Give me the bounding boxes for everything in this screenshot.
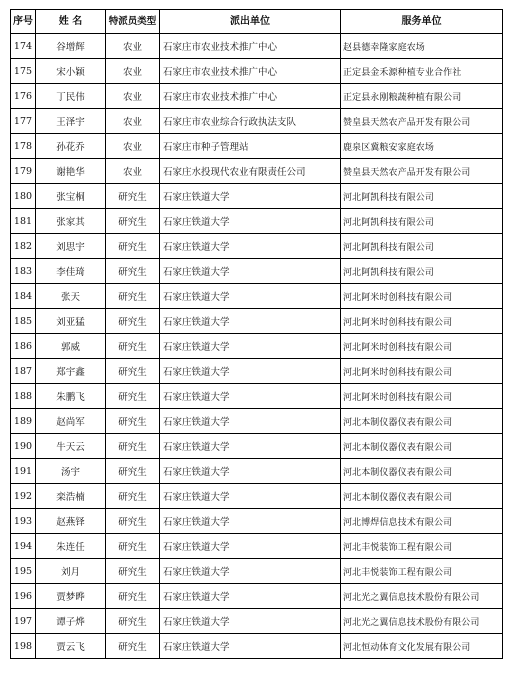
cell-service-unit: 正定县金禾源种植专业合作社 <box>341 59 503 84</box>
cell-commissioner-type: 研究生 <box>106 259 160 284</box>
cell-serial-number: 192 <box>11 484 36 509</box>
cell-dispatch-unit: 石家庄铁道大学 <box>160 534 341 559</box>
table-row <box>11 109 503 134</box>
table-row <box>11 34 503 59</box>
cell-serial-number: 174 <box>11 34 36 59</box>
cell-commissioner-type: 研究生 <box>106 584 160 609</box>
cell-service-unit: 河北本制仪器仪表有限公司 <box>341 434 503 459</box>
cell-dispatch-unit: 石家庄市农业技术推广中心 <box>160 59 341 84</box>
cell-service-unit: 河北阿米时创科技有限公司 <box>341 384 503 409</box>
table-header <box>11 10 503 34</box>
header-row <box>11 10 503 34</box>
cell-name: 张家其 <box>36 209 106 234</box>
cell-dispatch-unit: 石家庄铁道大学 <box>160 634 341 659</box>
cell-service-unit: 河北恒动体育文化发展有限公司 <box>341 634 503 659</box>
cell-service-unit: 鹿泉区冀粮安家庭农场 <box>341 134 503 159</box>
table-body <box>11 34 503 659</box>
cell-name: 刘月 <box>36 559 106 584</box>
cell-dispatch-unit: 石家庄铁道大学 <box>160 434 341 459</box>
cell-name: 张天 <box>36 284 106 309</box>
cell-dispatch-unit: 石家庄铁道大学 <box>160 584 341 609</box>
cell-service-unit: 河北本制仪器仪表有限公司 <box>341 409 503 434</box>
cell-commissioner-type: 研究生 <box>106 334 160 359</box>
cell-serial-number: 194 <box>11 534 36 559</box>
cell-name: 张宝桐 <box>36 184 106 209</box>
cell-service-unit: 河北本制仪器仪表有限公司 <box>341 459 503 484</box>
cell-commissioner-type: 研究生 <box>106 634 160 659</box>
cell-serial-number: 189 <box>11 409 36 434</box>
table-row <box>11 584 503 609</box>
cell-serial-number: 187 <box>11 359 36 384</box>
cell-commissioner-type: 研究生 <box>106 209 160 234</box>
cell-service-unit: 河北阿凯科技有限公司 <box>341 259 503 284</box>
cell-name: 宋小颖 <box>36 59 106 84</box>
table-row <box>11 359 503 384</box>
cell-service-unit: 河北丰悦装饰工程有限公司 <box>341 559 503 584</box>
cell-commissioner-type: 研究生 <box>106 384 160 409</box>
table-row <box>11 59 503 84</box>
cell-dispatch-unit: 石家庄铁道大学 <box>160 259 341 284</box>
cell-dispatch-unit: 石家庄市农业综合行政执法支队 <box>160 109 341 134</box>
cell-dispatch-unit: 石家庄铁道大学 <box>160 334 341 359</box>
cell-serial-number: 176 <box>11 84 36 109</box>
table-row <box>11 484 503 509</box>
table-row <box>11 234 503 259</box>
header-commissioner-type: 特派员类型 <box>106 10 160 34</box>
cell-name: 谭子烨 <box>36 609 106 634</box>
cell-service-unit: 河北本制仪器仪表有限公司 <box>341 484 503 509</box>
cell-name: 栾浩楠 <box>36 484 106 509</box>
cell-service-unit: 河北博焊信息技术有限公司 <box>341 509 503 534</box>
cell-serial-number: 190 <box>11 434 36 459</box>
cell-name: 孙花乔 <box>36 134 106 159</box>
cell-service-unit: 赞皇县天然农产品开发有限公司 <box>341 159 503 184</box>
cell-name: 谷增辉 <box>36 34 106 59</box>
table-row <box>11 409 503 434</box>
cell-dispatch-unit: 石家庄铁道大学 <box>160 384 341 409</box>
table-row <box>11 334 503 359</box>
cell-name: 刘亚猛 <box>36 309 106 334</box>
header-dispatch-unit: 派出单位 <box>160 10 341 34</box>
cell-name: 赵尚军 <box>36 409 106 434</box>
header-name: 姓 名 <box>36 10 106 34</box>
cell-service-unit: 河北阿凯科技有限公司 <box>341 184 503 209</box>
cell-commissioner-type: 研究生 <box>106 459 160 484</box>
cell-name: 丁民伟 <box>36 84 106 109</box>
table-row <box>11 284 503 309</box>
table-row <box>11 134 503 159</box>
cell-commissioner-type: 研究生 <box>106 309 160 334</box>
cell-dispatch-unit: 石家庄铁道大学 <box>160 184 341 209</box>
cell-service-unit: 河北光之翼信息技术股份有限公司 <box>341 584 503 609</box>
cell-dispatch-unit: 石家庄铁道大学 <box>160 209 341 234</box>
cell-commissioner-type: 研究生 <box>106 234 160 259</box>
cell-dispatch-unit: 石家庄铁道大学 <box>160 559 341 584</box>
cell-serial-number: 188 <box>11 384 36 409</box>
cell-commissioner-type: 农业 <box>106 109 160 134</box>
cell-dispatch-unit: 石家庄市种子管理站 <box>160 134 341 159</box>
table-row <box>11 509 503 534</box>
table-row <box>11 609 503 634</box>
cell-dispatch-unit: 石家庄市农业技术推广中心 <box>160 84 341 109</box>
cell-dispatch-unit: 石家庄铁道大学 <box>160 459 341 484</box>
table-row <box>11 384 503 409</box>
cell-name: 郭威 <box>36 334 106 359</box>
cell-name: 贾梦晔 <box>36 584 106 609</box>
cell-name: 赵燕铎 <box>36 509 106 534</box>
cell-dispatch-unit: 石家庄铁道大学 <box>160 234 341 259</box>
cell-serial-number: 197 <box>11 609 36 634</box>
cell-dispatch-unit: 石家庄铁道大学 <box>160 609 341 634</box>
table-row <box>11 434 503 459</box>
cell-serial-number: 175 <box>11 59 36 84</box>
personnel-table <box>10 9 503 659</box>
cell-serial-number: 193 <box>11 509 36 534</box>
cell-commissioner-type: 研究生 <box>106 184 160 209</box>
cell-service-unit: 赵县德幸隆家庭农场 <box>341 34 503 59</box>
table-row <box>11 184 503 209</box>
cell-service-unit: 河北阿米时创科技有限公司 <box>341 309 503 334</box>
cell-commissioner-type: 研究生 <box>106 534 160 559</box>
cell-service-unit: 河北阿凯科技有限公司 <box>341 209 503 234</box>
cell-commissioner-type: 研究生 <box>106 559 160 584</box>
cell-serial-number: 198 <box>11 634 36 659</box>
cell-service-unit: 河北阿米时创科技有限公司 <box>341 359 503 384</box>
cell-serial-number: 184 <box>11 284 36 309</box>
cell-dispatch-unit: 石家庄市农业技术推广中心 <box>160 34 341 59</box>
cell-commissioner-type: 农业 <box>106 159 160 184</box>
cell-name: 郑宇鑫 <box>36 359 106 384</box>
cell-serial-number: 180 <box>11 184 36 209</box>
table-row <box>11 259 503 284</box>
cell-serial-number: 178 <box>11 134 36 159</box>
table-row <box>11 209 503 234</box>
cell-name: 贾云飞 <box>36 634 106 659</box>
cell-serial-number: 195 <box>11 559 36 584</box>
cell-service-unit: 赞皇县天然农产品开发有限公司 <box>341 109 503 134</box>
table-row <box>11 559 503 584</box>
cell-dispatch-unit: 石家庄铁道大学 <box>160 309 341 334</box>
cell-dispatch-unit: 石家庄铁道大学 <box>160 484 341 509</box>
cell-serial-number: 191 <box>11 459 36 484</box>
header-serial-number: 序号 <box>11 10 36 34</box>
cell-name: 王泽宇 <box>36 109 106 134</box>
cell-name: 朱鹏飞 <box>36 384 106 409</box>
table-row <box>11 634 503 659</box>
cell-commissioner-type: 农业 <box>106 59 160 84</box>
cell-serial-number: 179 <box>11 159 36 184</box>
cell-commissioner-type: 研究生 <box>106 359 160 384</box>
cell-dispatch-unit: 石家庄铁道大学 <box>160 359 341 384</box>
cell-name: 朱连任 <box>36 534 106 559</box>
cell-commissioner-type: 研究生 <box>106 434 160 459</box>
cell-service-unit: 河北光之翼信息技术股份有限公司 <box>341 609 503 634</box>
cell-service-unit: 河北阿米时创科技有限公司 <box>341 284 503 309</box>
cell-serial-number: 196 <box>11 584 36 609</box>
cell-commissioner-type: 农业 <box>106 34 160 59</box>
table-row <box>11 84 503 109</box>
table-row <box>11 459 503 484</box>
cell-dispatch-unit: 石家庄水投现代农业有限责任公司 <box>160 159 341 184</box>
table-row <box>11 534 503 559</box>
cell-commissioner-type: 研究生 <box>106 409 160 434</box>
cell-dispatch-unit: 石家庄铁道大学 <box>160 284 341 309</box>
cell-service-unit: 河北丰悦装饰工程有限公司 <box>341 534 503 559</box>
cell-commissioner-type: 研究生 <box>106 284 160 309</box>
cell-serial-number: 181 <box>11 209 36 234</box>
cell-service-unit: 河北阿米时创科技有限公司 <box>341 334 503 359</box>
cell-commissioner-type: 农业 <box>106 84 160 109</box>
table-row <box>11 159 503 184</box>
cell-dispatch-unit: 石家庄铁道大学 <box>160 509 341 534</box>
cell-serial-number: 183 <box>11 259 36 284</box>
cell-commissioner-type: 研究生 <box>106 609 160 634</box>
cell-commissioner-type: 研究生 <box>106 509 160 534</box>
header-service-unit: 服务单位 <box>341 10 503 34</box>
cell-name: 刘思宇 <box>36 234 106 259</box>
cell-name: 李佳琦 <box>36 259 106 284</box>
cell-name: 牛天云 <box>36 434 106 459</box>
cell-commissioner-type: 农业 <box>106 134 160 159</box>
cell-serial-number: 177 <box>11 109 36 134</box>
cell-service-unit: 正定县永刚粮蔬种植有限公司 <box>341 84 503 109</box>
cell-serial-number: 185 <box>11 309 36 334</box>
cell-name: 汤宇 <box>36 459 106 484</box>
cell-name: 谢艳华 <box>36 159 106 184</box>
cell-serial-number: 182 <box>11 234 36 259</box>
cell-service-unit: 河北阿凯科技有限公司 <box>341 234 503 259</box>
cell-serial-number: 186 <box>11 334 36 359</box>
cell-commissioner-type: 研究生 <box>106 484 160 509</box>
table-row <box>11 309 503 334</box>
cell-dispatch-unit: 石家庄铁道大学 <box>160 409 341 434</box>
